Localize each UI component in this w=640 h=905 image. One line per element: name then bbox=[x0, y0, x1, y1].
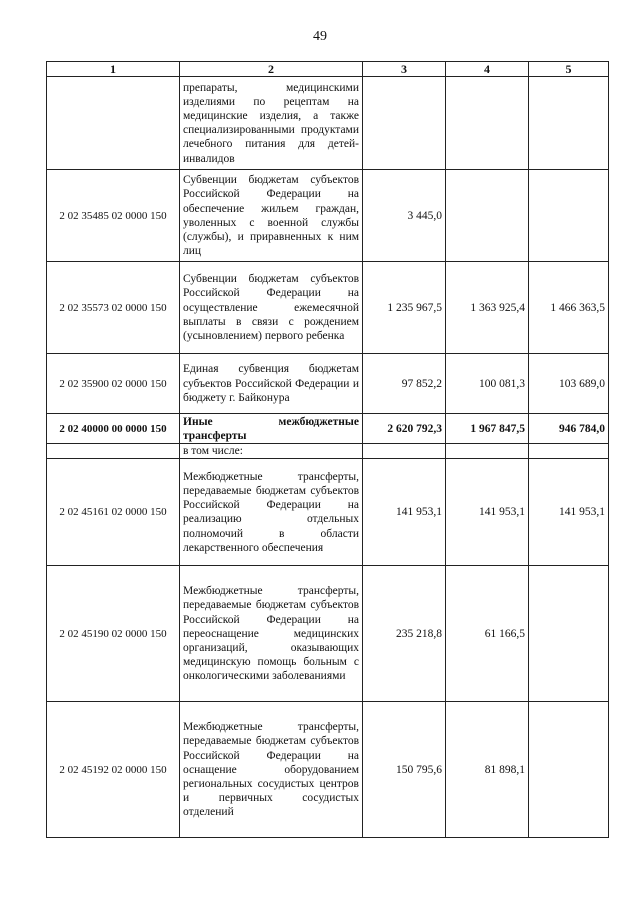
row-value-4 bbox=[446, 444, 529, 459]
row-name: Субвенции бюджетам субъектов Российской Федерации на обеспечение жильем граждан, уволенных с военной службы (службы), и приравненных к ним лиц bbox=[180, 170, 363, 262]
table-row bbox=[47, 459, 609, 566]
row-name: препараты, медицинскими изделиями по рецептам на медицинские изделия, а также специализированными продуктами лечебного питания для детей-инвалидов bbox=[180, 77, 363, 170]
row-name: Межбюджетные трансферты, передаваемые бюджетам субъектов Российской Федерации на реализацию отдельных полномочий в области лекарственного обеспечения bbox=[180, 459, 363, 566]
row-code: 2 02 40000 00 0000 150 bbox=[47, 414, 180, 444]
row-value-3: 150 795,6 bbox=[363, 702, 446, 838]
row-value-3: 235 218,8 bbox=[363, 566, 446, 702]
row-code bbox=[47, 444, 180, 459]
row-name: Межбюджетные трансферты, передаваемые бюджетам субъектов Российской Федерации на переоснащение медицинских организаций, оказывающих медицинскую помощь больным с онкологическими заболеваниями bbox=[180, 566, 363, 702]
page-number: 49 bbox=[313, 29, 327, 44]
table-row bbox=[47, 170, 609, 262]
row-value-5 bbox=[529, 566, 609, 702]
row-value-3 bbox=[363, 444, 446, 459]
header-col-5: 5 bbox=[529, 62, 609, 77]
row-value-3: 97 852,2 bbox=[363, 354, 446, 414]
header-col-4: 4 bbox=[446, 62, 529, 77]
row-code bbox=[47, 77, 180, 170]
table-row-total bbox=[47, 414, 609, 444]
table-row bbox=[47, 566, 609, 702]
row-name: Единая субвенция бюджетам субъектов Российской Федерации и бюджету г. Байконура bbox=[180, 354, 363, 414]
row-value-4 bbox=[446, 77, 529, 170]
row-code: 2 02 35900 02 0000 150 bbox=[47, 354, 180, 414]
row-code: 2 02 45161 02 0000 150 bbox=[47, 459, 180, 566]
row-value-4 bbox=[446, 170, 529, 262]
header-col-1: 1 bbox=[47, 62, 180, 77]
row-value-4: 1 967 847,5 bbox=[446, 414, 529, 444]
row-value-5: 1 466 363,5 bbox=[529, 262, 609, 354]
row-value-4: 100 081,3 bbox=[446, 354, 529, 414]
table-row-subheading bbox=[47, 444, 609, 459]
row-code: 2 02 45190 02 0000 150 bbox=[47, 566, 180, 702]
row-value-5 bbox=[529, 702, 609, 838]
table-row bbox=[47, 702, 609, 838]
header-row bbox=[47, 62, 609, 77]
row-value-4: 61 166,5 bbox=[446, 566, 529, 702]
row-code: 2 02 45192 02 0000 150 bbox=[47, 702, 180, 838]
row-name: Иные межбюджетные трансферты bbox=[180, 414, 363, 444]
header-col-3: 3 bbox=[363, 62, 446, 77]
row-code: 2 02 35573 02 0000 150 bbox=[47, 262, 180, 354]
row-name: Субвенции бюджетам субъектов Российской Федерации на осуществление ежемесячной выплаты в связи с рождением (усыновлением) первого ребенка bbox=[180, 262, 363, 354]
row-value-3: 141 953,1 bbox=[363, 459, 446, 566]
row-value-5 bbox=[529, 170, 609, 262]
row-value-5: 141 953,1 bbox=[529, 459, 609, 566]
row-value-5: 946 784,0 bbox=[529, 414, 609, 444]
budget-table bbox=[46, 61, 609, 838]
row-value-3 bbox=[363, 77, 446, 170]
row-code: 2 02 35485 02 0000 150 bbox=[47, 170, 180, 262]
row-value-3: 1 235 967,5 bbox=[363, 262, 446, 354]
table-row bbox=[47, 77, 609, 170]
row-value-4: 141 953,1 bbox=[446, 459, 529, 566]
row-value-5: 103 689,0 bbox=[529, 354, 609, 414]
table-row bbox=[47, 354, 609, 414]
row-value-5 bbox=[529, 77, 609, 170]
header-col-2: 2 bbox=[180, 62, 363, 77]
table-row bbox=[47, 262, 609, 354]
row-value-3: 2 620 792,3 bbox=[363, 414, 446, 444]
row-value-5 bbox=[529, 444, 609, 459]
row-value-4: 81 898,1 bbox=[446, 702, 529, 838]
row-name: в том числе: bbox=[180, 444, 363, 459]
row-name: Межбюджетные трансферты, передаваемые бюджетам субъектов Российской Федерации на оснащение оборудованием региональных сосудистых центров и первичных сосудистых отделений bbox=[180, 702, 363, 838]
row-value-3: 3 445,0 bbox=[363, 170, 446, 262]
row-value-4: 1 363 925,4 bbox=[446, 262, 529, 354]
